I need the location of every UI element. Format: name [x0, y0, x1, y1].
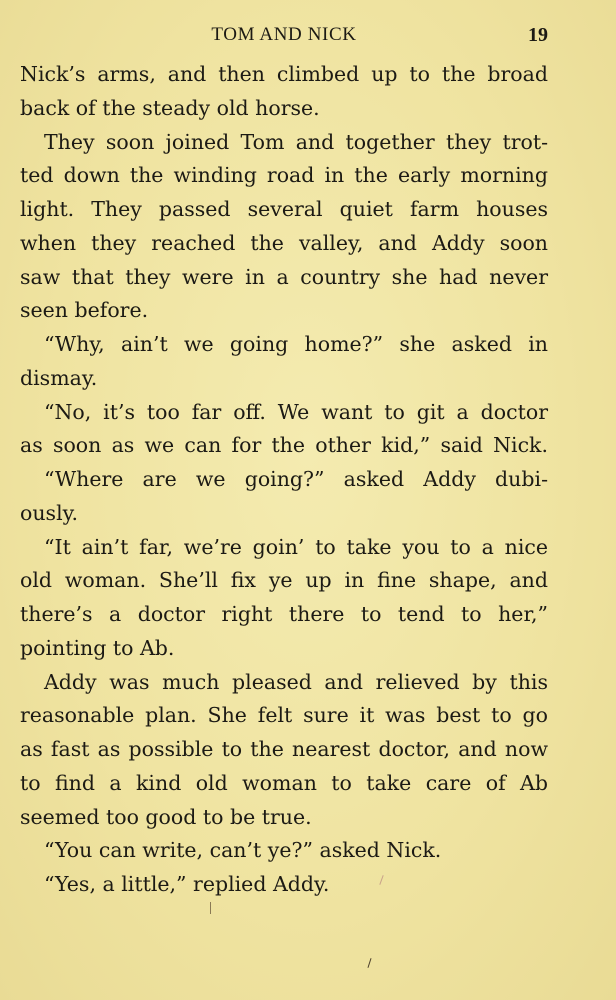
text-line: light. They passed several quiet farm houses [20, 197, 548, 221]
text-line: “Where are we going?” asked Addy dubi- [44, 467, 548, 491]
body-text [20, 58, 548, 902]
text-line: as soon as we can for the other kid,” said Nick. [20, 433, 548, 458]
running-title: TOM AND NICK [211, 24, 357, 45]
text-line: to find a kind old woman to take care of Ab [20, 770, 548, 795]
text-line: seemed too good to be true. [20, 804, 312, 829]
text-line: reasonable plan. She felt sure it was best to go [20, 703, 548, 728]
paper-speck [210, 902, 211, 914]
page-header [20, 18, 548, 52]
text-line: “No, it’s too far off. We want to git a doctor [44, 399, 548, 424]
text-line: pointing to Ab. [20, 635, 175, 660]
paper-speck [367, 958, 371, 968]
page-number: 19 [528, 24, 548, 46]
text-line: dismay. [20, 365, 98, 390]
text-line: there’s a doctor right there to tend to her,” [20, 602, 548, 626]
text-line: old woman. She’ll fix ye up in fine shape, and [20, 568, 548, 593]
text-line: saw that they were in a country she had never [20, 264, 548, 289]
text-line: Addy was much pleased and relieved by this [44, 669, 548, 694]
text-line: ously. [20, 500, 78, 525]
text-line: as fast as possible to the nearest doctor, and now [20, 737, 548, 761]
text-line: back of the steady old horse. [20, 95, 320, 120]
text-line: “You can write, can’t ye?” asked Nick. [44, 838, 442, 863]
text-line: ted down the winding road in the early morning [20, 163, 548, 188]
text-line: “Why, ain’t we going home?” she asked in [44, 332, 548, 356]
text-line: “It ain’t far, we’re goin’ to take you to a nice [44, 534, 548, 559]
text-line: seen before. [20, 298, 149, 323]
text-line: when they reached the valley, and Addy soon [20, 230, 548, 255]
text-line: They soon joined Tom and together they trot- [44, 129, 548, 154]
text-line: “Yes, a little,” replied Addy. [44, 872, 330, 896]
text-line: Nick’s arms, and then climbed up to the broad [20, 62, 548, 86]
